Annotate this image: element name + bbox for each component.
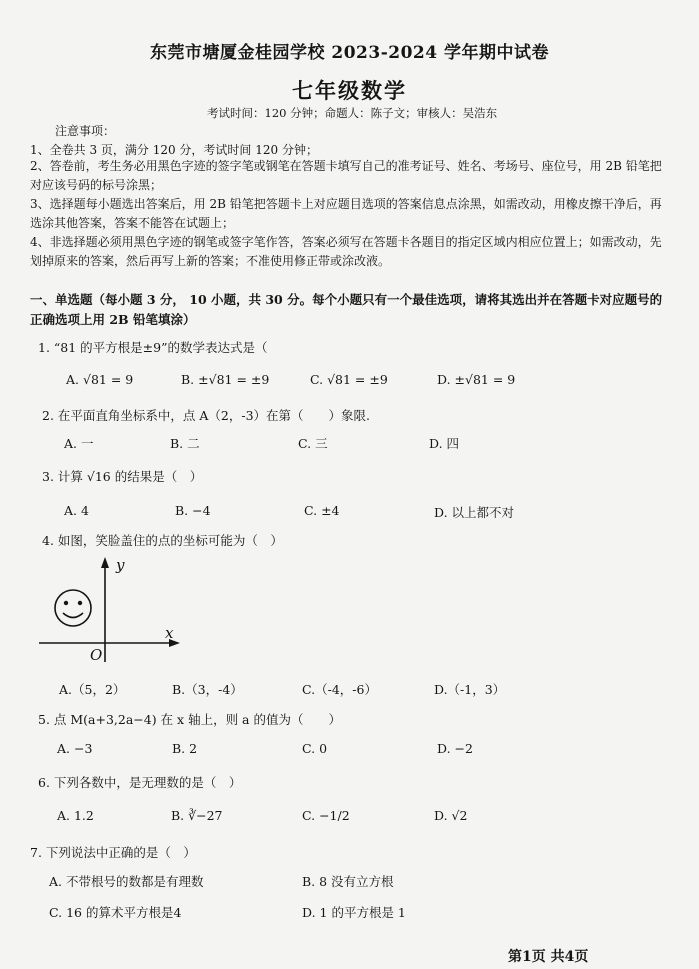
option-c: C. ±4 xyxy=(304,503,340,518)
y-axis-arrow xyxy=(101,557,109,568)
question-stem: 3. 计算 √16 的结果是（ ） xyxy=(42,469,203,484)
option-c: C.（-4，-6） xyxy=(302,682,377,697)
exam-subject: 七年级数学 xyxy=(292,78,407,103)
question-stem: 4. 如图，笑脸盖住的点的坐标可能为（ ） xyxy=(42,533,283,548)
option-a: A. √81 = 9 xyxy=(66,372,134,387)
option-a: A. 不带根号的数都是有理数 xyxy=(49,874,204,889)
option-d: D. 四 xyxy=(429,436,460,451)
option-c: C. 16 的算术平方根是4 xyxy=(49,905,182,920)
note-item: 1、全卷共 3 页，满分 120 分，考试时间 120 分钟； xyxy=(30,143,318,157)
y-axis-label: y xyxy=(116,556,125,574)
option-c: C. √81 = ±9 xyxy=(310,372,388,387)
question-stem: 7. 下列说法中正确的是（ ） xyxy=(30,845,196,860)
note-item: 3、选择题每小题选出答案后，用 2B 铅笔把答题卡上对应题目选项的答案信息点涂黑，如需改动，用橡皮擦干净后，再选涂其他答案，答案不能答在试题上； xyxy=(30,197,662,230)
option-a: A. 4 xyxy=(64,503,89,518)
option-b: B. ∛−27 xyxy=(171,808,223,823)
option-d: D. √2 xyxy=(434,808,468,823)
option-c: C. 三 xyxy=(298,436,328,451)
question-stem: 2. 在平面直角坐标系中，点 A（2，-3）在第（ ）象限. xyxy=(42,408,371,423)
option-d: D.（-1，3） xyxy=(434,682,506,697)
option-a: A. −3 xyxy=(57,741,93,756)
option-b: B. 8 没有立方根 xyxy=(302,874,394,889)
option-b: B. −4 xyxy=(175,503,211,518)
note-item: 2、答卷前，考生务必用黑色字迹的签字笔或钢笔在答题卡填写自己的准考证号、姓名、考场号、座位号，用 2B 铅笔把对应该号码的标号涂黑； xyxy=(30,159,662,192)
option-a: A. 1.2 xyxy=(57,808,94,823)
option-b: B.（3，-4） xyxy=(172,682,243,697)
question-stem: 1. “81 的平方根是±9”的数学表达式是（ xyxy=(38,340,268,355)
option-c: C. 0 xyxy=(302,741,328,756)
option-c: C. −1/2 xyxy=(302,808,350,823)
option-b: B. ±√81 = ±9 xyxy=(181,372,270,387)
option-d: D. −2 xyxy=(437,741,473,756)
origin-label: O xyxy=(90,646,103,664)
section-heading: 一、单选题（每小题 3 分， 10 小题，共 30 分。每个小题只有一个最佳选项，请将其选出并在答题卡对应题号的正确选项上用 2B 铅笔填涂） xyxy=(30,292,663,327)
option-d: D. 以上都不对 xyxy=(434,505,515,520)
question-stem: 6. 下列各数中，是无理数的是（ ） xyxy=(38,775,242,790)
notes-title: 注意事项： xyxy=(55,124,116,138)
option-b: B. 二 xyxy=(170,436,200,451)
option-d: D. ±√81 = 9 xyxy=(437,372,516,387)
option-b: B. 2 xyxy=(172,741,198,756)
exam-title: 东莞市塘厦金桂园学校 2023-2024 学年期中试卷 xyxy=(149,43,550,63)
page-footer: 第1页 共4页 xyxy=(508,949,589,965)
option-a: A. 一 xyxy=(64,436,94,451)
note-item: 4、非选择题必须用黑色字迹的钢笔或签字笔作答，答案必须写在答题卡各题目的指定区域内相应位置上；如需改动，先划掉原来的答案，然后再写上新的答案；不准使用修正带或涂改液。 xyxy=(30,235,662,268)
option-a: A.（5，2） xyxy=(59,682,126,697)
smiley-face-icon xyxy=(55,590,91,626)
exam-meta: 考试时间：120 分钟；命题人：陈子文；审核人：吴浩东 xyxy=(207,106,498,120)
x-axis-label: x xyxy=(165,624,174,642)
option-d: D. 1 的平方根是 1 xyxy=(302,905,406,920)
coordinate-figure xyxy=(35,552,185,667)
question-stem: 5. 点 M(a+3,2a−4) 在 x 轴上，则 a 的值为（ ） xyxy=(38,712,341,727)
